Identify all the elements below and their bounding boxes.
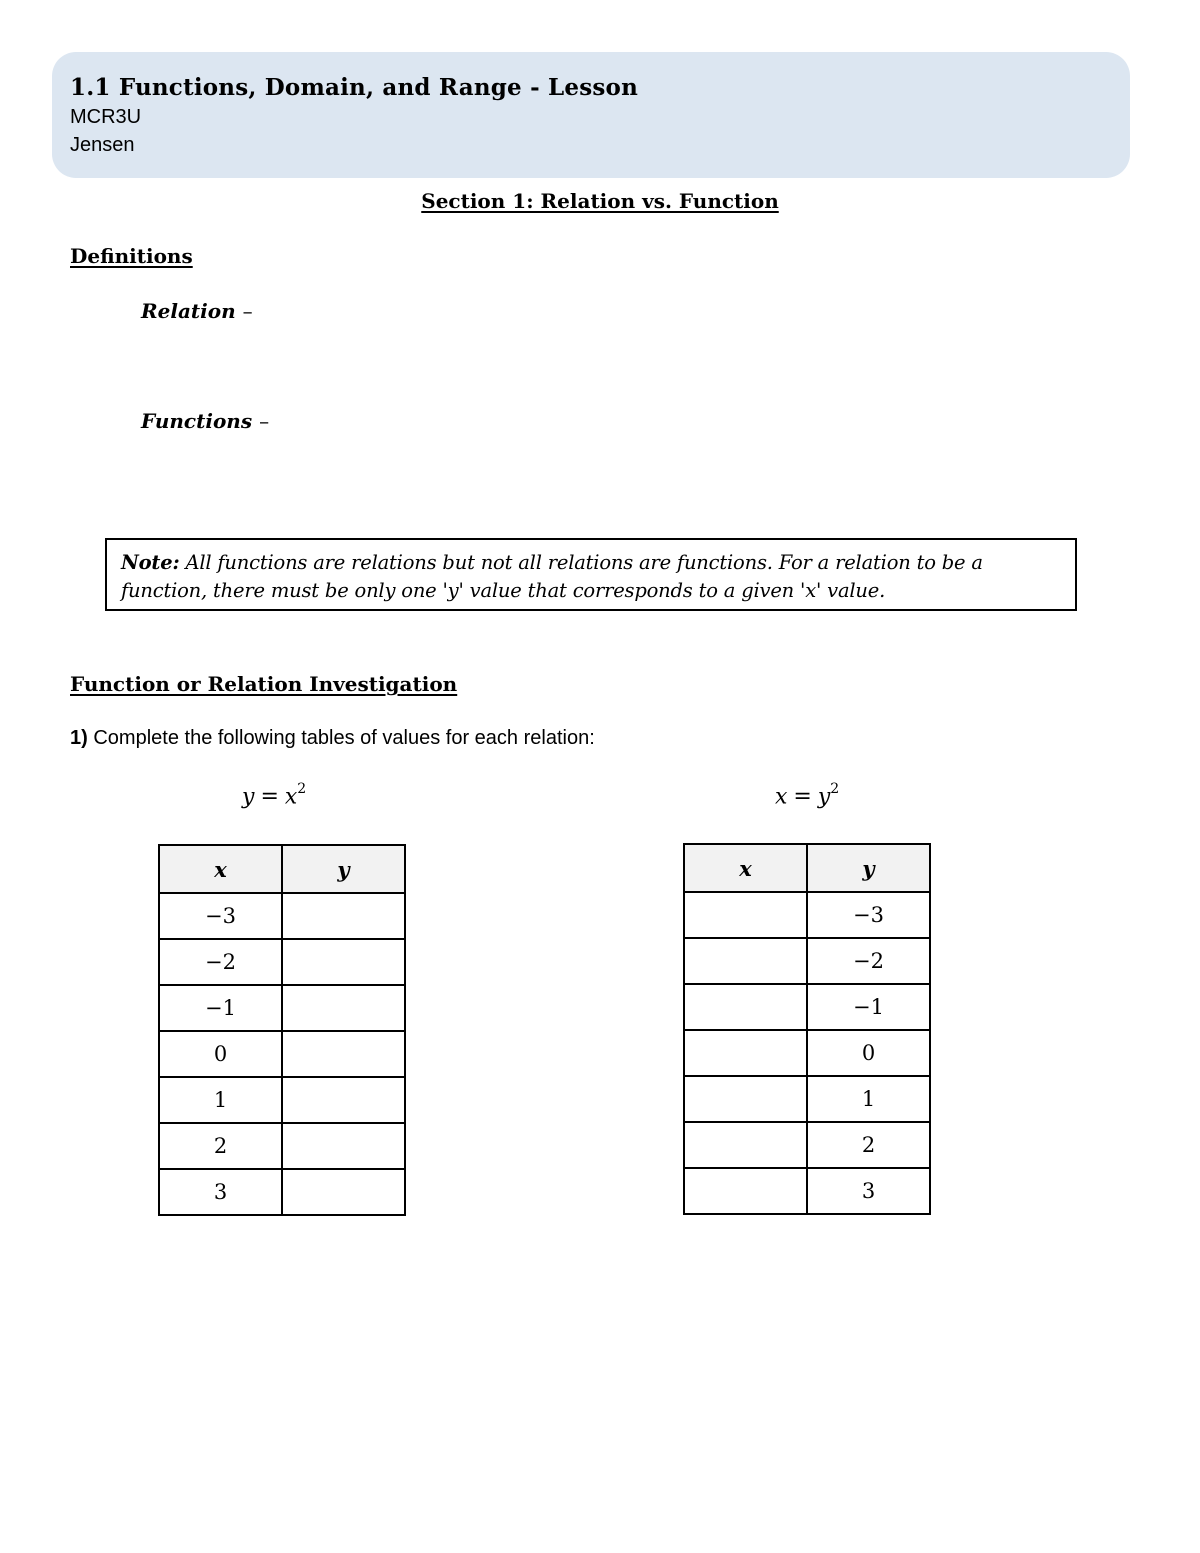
note-label: Note: [121,551,180,574]
y-cell: 2 [807,1122,930,1168]
x-blank-cell[interactable] [684,984,807,1030]
table-row [684,1122,930,1168]
header-banner [52,52,1130,178]
function-dash: – [259,409,270,433]
table-row [159,1169,405,1215]
y-blank-cell[interactable] [282,1169,405,1215]
table-of-values-left [158,844,406,1216]
y-blank-cell[interactable] [282,1123,405,1169]
relation-term: Relation [141,299,236,323]
table-row [159,939,405,985]
table-row [684,1030,930,1076]
x-cell: 1 [159,1077,282,1123]
y-blank-cell[interactable] [282,985,405,1031]
table-row [159,1077,405,1123]
y-blank-cell[interactable] [282,893,405,939]
column-header-x: x [684,844,807,892]
table-row [159,1031,405,1077]
x-blank-cell[interactable] [684,1030,807,1076]
equation-left: $y = x^2$ [242,781,307,810]
table-row [684,1076,930,1122]
x-cell: 2 [159,1123,282,1169]
table-row [159,985,405,1031]
x-blank-cell[interactable] [684,1076,807,1122]
table-row [684,892,930,938]
x-cell: 3 [159,1169,282,1215]
note-body: All functions are relations but not all relations are functions. For a relation to be a function, there must be only one 'y' value that corresponds to a given 'x' value. [121,551,983,602]
relation-definition [141,299,253,323]
page-title: 1.1 Functions, Domain, and Range - Lesson [70,74,639,101]
x-blank-cell[interactable] [684,1122,807,1168]
column-header-y: y [807,844,930,892]
y-cell: −3 [807,892,930,938]
x-blank-cell[interactable] [684,892,807,938]
y-cell: 0 [807,1030,930,1076]
question-text: Complete the following tables of values for each relation: [93,727,595,749]
relation-dash: – [242,299,253,323]
question-number: 1) [70,727,88,749]
section-title: Section 1: Relation vs. Function [421,189,779,213]
function-definition [141,409,269,433]
x-blank-cell[interactable] [684,938,807,984]
table-row [684,938,930,984]
table-row [159,893,405,939]
question-1 [70,727,595,750]
x-cell: 0 [159,1031,282,1077]
table-row [159,1123,405,1169]
x-cell: −2 [159,939,282,985]
x-cell: −3 [159,893,282,939]
table-of-values-right [683,843,931,1215]
course-code: MCR3U [70,106,142,128]
investigation-heading: Function or Relation Investigation [70,672,458,696]
column-header-x: x [159,845,282,893]
function-term: Functions [141,409,253,433]
x-blank-cell[interactable] [684,1168,807,1214]
y-cell: −1 [807,984,930,1030]
y-cell: −2 [807,938,930,984]
column-header-y: y [282,845,405,893]
x-cell: −1 [159,985,282,1031]
note-text [121,549,1061,605]
equation-right: $x = y^2$ [775,781,840,810]
y-cell: 3 [807,1168,930,1214]
note-box [105,538,1077,611]
y-blank-cell[interactable] [282,1031,405,1077]
teacher-name: Jensen [70,134,135,156]
table-row [684,1168,930,1214]
definitions-heading: Definitions [70,244,193,268]
table-row [684,984,930,1030]
y-cell: 1 [807,1076,930,1122]
y-blank-cell[interactable] [282,1077,405,1123]
y-blank-cell[interactable] [282,939,405,985]
